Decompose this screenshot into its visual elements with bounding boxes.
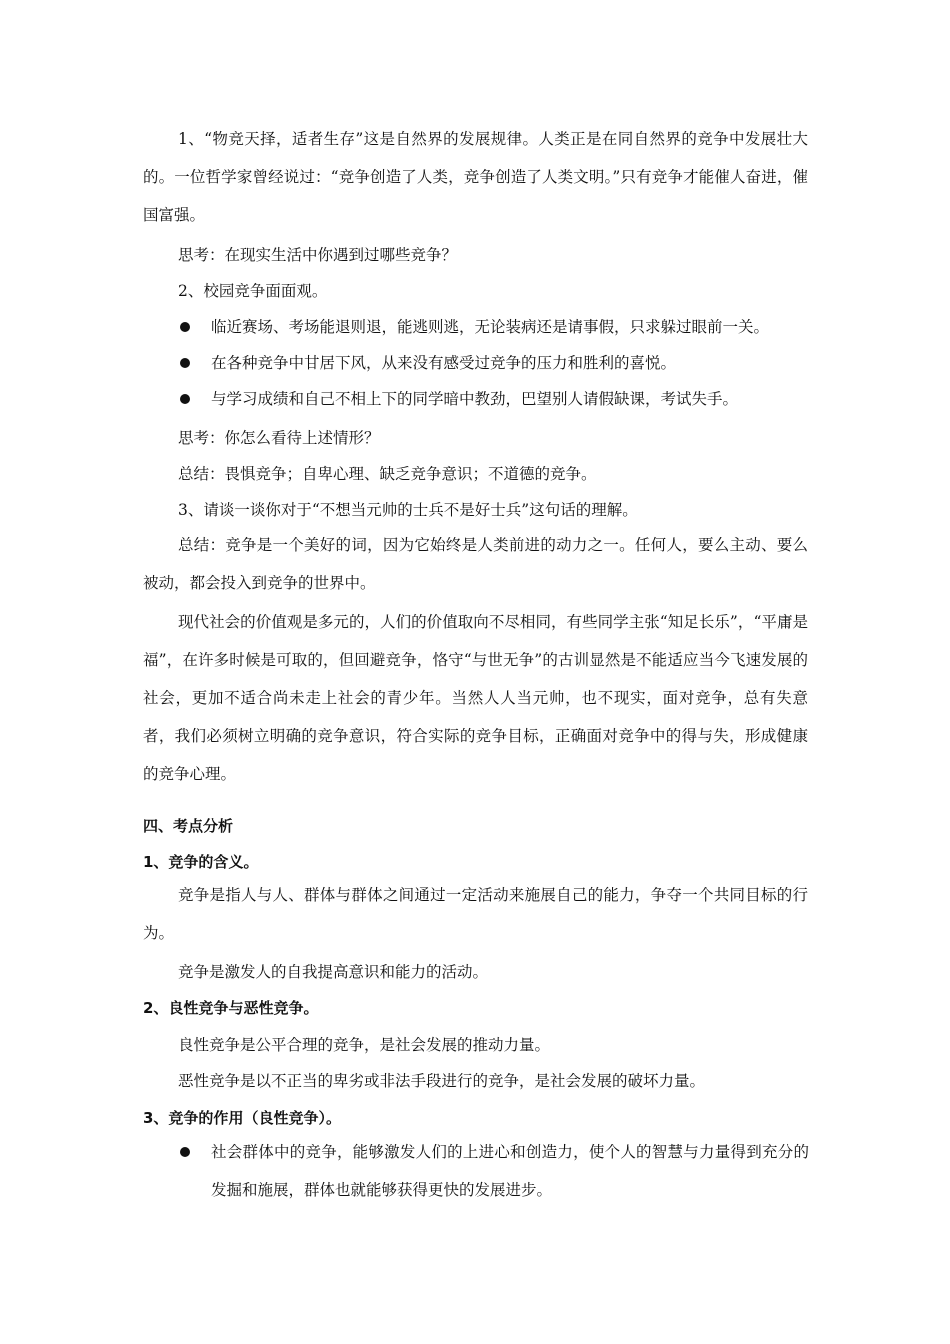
item-marshal-quote: 3、请谈一谈你对于“不想当元帅的士兵不是好士兵”这句话的理解。 — [178, 501, 638, 519]
paragraph-modern-values: 现代社会的价值观是多元的，人们的价值取向不尽相同，有些同学主张“知足长乐”，“平庸是福”，在许多时候是可取的，但回避竞争，恪守“与世无争”的古训显然是不能适应当今飞速发展的社会，更加不适合尚未走上社会的青少年。当然人人当元帅，也不现实，面对竞争，总有失意者，我们必须树立明确的竞争意识，符合实际的竞争目标，正确面对竞争中的得与失，形成健康的竞争心理。 — [143, 613, 808, 783]
list-item-text: 在各种竞争中甘居下风，从来没有感受过竞争的压力和胜利的喜悦。 — [211, 354, 677, 372]
heading-meaning: 1、竞争的含义。 — [143, 853, 259, 871]
list-item — [178, 348, 808, 378]
definition-activity: 竞争是激发人的自我提高意识和能力的活动。 — [178, 963, 489, 981]
think-question-2: 思考：你怎么看待上述情形？ — [178, 429, 380, 447]
bullet-icon — [180, 358, 190, 368]
list-item-text: 与学习成绩和自己不相上下的同学暗中教劲，巴望别人请假缺课，考试失手。 — [211, 390, 739, 408]
good-competition: 良性竞争是公平合理的竞争，是社会发展的推动力量。 — [178, 1036, 551, 1054]
bullet-icon — [180, 394, 190, 404]
bad-competition: 恶性竞争是以不正当的卑劣或非法手段进行的竞争，是社会发展的破坏力量。 — [178, 1072, 706, 1090]
bullet-icon — [180, 1147, 190, 1157]
heading-good-bad: 2、良性竞争与恶性竞争。 — [143, 999, 319, 1017]
list-item — [178, 384, 808, 414]
paragraph-natural-selection: 1、“物竞天择，适者生存”这是自然界的发展规律。人类正是在同自然界的竞争中发展壮大的。一位哲学家曾经说过：“竞争创造了人类，竞争创造了人类文明。”只有竞争才能催人奋进，催国富强。 — [143, 130, 808, 224]
definition-competition: 竞争是指人与人、群体与群体之间通过一定活动来施展自己的能力，争夺一个共同目标的行为。 — [143, 886, 808, 942]
bullet-icon — [180, 322, 190, 332]
list-item — [178, 312, 808, 342]
item-campus-competition: 2、校园竞争面面观。 — [178, 282, 328, 300]
summary-2: 总结：竞争是一个美好的词，因为它始终是人类前进的动力之一。任何人，要么主动、要么被动，都会投入到竞争的世界中。 — [143, 536, 808, 592]
heading-function: 3、竞争的作用（良性竞争）。 — [143, 1109, 341, 1127]
section-heading-analysis: 四、考点分析 — [143, 817, 234, 835]
think-question-1: 思考：在现实生活中你遇到过哪些竞争？ — [178, 246, 458, 264]
list-item-text: 社会群体中的竞争，能够激发人们的上进心和创造力，使个人的智慧与力量得到充分的发掘和施展，群体也就能够获得更快的发展进步。 — [211, 1143, 809, 1199]
summary-1: 总结：畏惧竞争；自卑心理、缺乏竞争意识；不道德的竞争。 — [178, 465, 597, 483]
list-item-text: 临近赛场、考场能退则退，能逃则逃，无论装病还是请事假，只求躲过眼前一关。 — [211, 318, 770, 336]
